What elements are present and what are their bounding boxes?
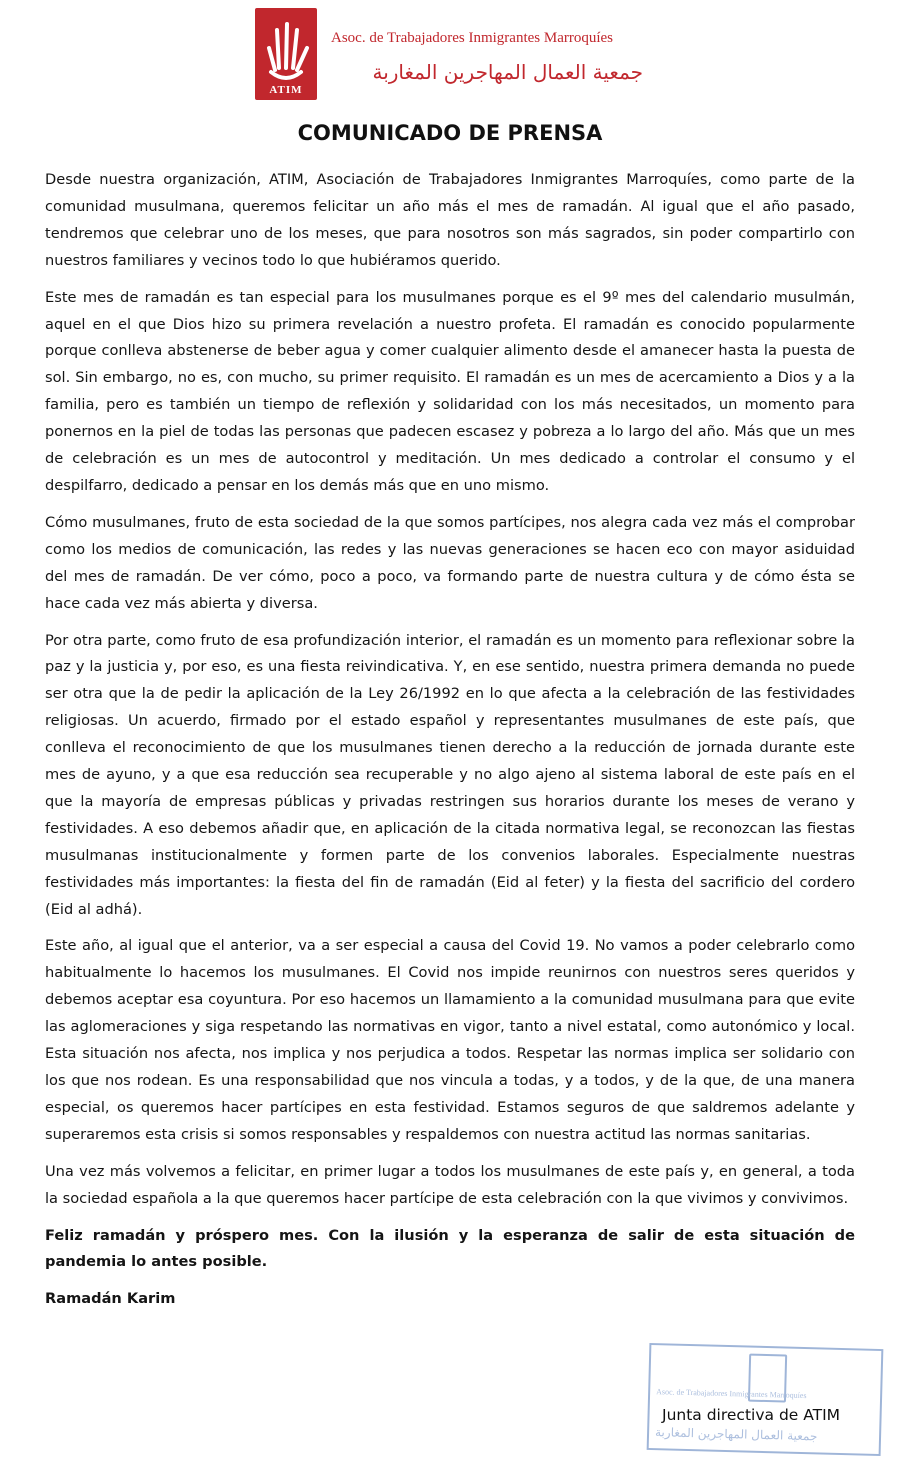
letterhead bbox=[255, 8, 655, 100]
org-name-spanish: Asoc. de Trabajadores Inmigrantes Marroquíes bbox=[331, 30, 614, 46]
sign-off: Ramadán Karim bbox=[45, 1290, 176, 1308]
logo-text: ATIM bbox=[269, 84, 303, 96]
paragraph: Este mes de ramadán es tan especial para los musulmanes porque es el 9º mes del calendario musulmán, aquel en el que Dios hizo su primera revelación a nuestro profeta. El ramadán es conocido popularmente porque conlleva abstenerse de beber agua y comer cualquier alimento desde el amanecer hasta la puesta de sol. Sin embargo, no es, con mucho, su primer requisito. El ramadán es un mes de acercamiento a Dios y a la familia, pero es también un tiempo de reflexión y solidaridad con los más necesitados, un momento para ponernos en la piel de todas las personas que padecen escasez y pobreza a lo largo del año. Más que un mes de celebración es un mes de autocontrol y meditación. Un mes dedicado a controlar el consumo y el despilfarro, dedicado a pensar en los demás más que en uno mismo. bbox=[45, 288, 855, 494]
signature: Junta directiva de ATIM bbox=[662, 1406, 841, 1424]
closing-statement: Feliz ramadán y próspero mes. Con la ilusión y la esperanza de salir de esta situación de pandemia lo antes posible. bbox=[45, 1226, 855, 1271]
org-name-arabic: جمعية العمال المهاجرين المغاربة bbox=[372, 60, 643, 84]
official-stamp bbox=[647, 1343, 884, 1456]
document-title: COMUNICADO DE PRENSA bbox=[297, 121, 603, 145]
hand-icon bbox=[255, 8, 317, 84]
paragraph: Una vez más volvemos a felicitar, en primer lugar a todos los musulmanes de este país y, en general, a toda la sociedad española a la que queremos hacer partícipe de esta celebración con la que vivimos y convivimos. bbox=[45, 1162, 855, 1207]
stamp-org-arabic: جمعية العمال المهاجرين المغاربة bbox=[654, 1425, 818, 1444]
paragraph: Por otra parte, como fruto de esa profundización interior, el ramadán es un momento para reflexionar sobre la paz y la justicia y, por eso, es una fiesta reivindicativa. Y, en ese sentido, nuestra primera demanda no puede ser otra que la de pedir la aplicación de la Ley 26/1992 en lo que afecta a la celebración de las festividades religiosas. Un acuerdo, firmado por el estado español y representantes musulmanes de este país, que conlleva el reconocimiento de que los musulmanes tienen derecho a la reducción de jornada durante este mes de ayuno, y a que esa reducción sea recuperable y no algo ajeno al sistema laboral de este país en el que la mayoría de empresas públicas y privadas restringen sus horarios durante los meses de verano y festividades. A eso debemos añadir que, en aplicación de la citada normativa legal, se reconozcan las fiestas musulmanas institucionalmente y formen parte de los convenios laborales. Especialmente nuestras festividades más importantes: la fiesta del fin de ramadán (Eid al feter) y la fiesta del sacrificio del cordero (Eid al adhá). bbox=[45, 631, 855, 918]
paragraph: Este año, al igual que el anterior, va a ser especial a causa del Covid 19. No vamos a poder celebrarlo como habitualmente lo hacemos los musulmanes. El Covid nos impide reunirnos con nuestros seres queridos y debemos aceptar esa coyuntura. Por eso hacemos un llamamiento a la comunidad musulmana para que evite las aglomeraciones y siga respetando las normativas en vigor, tanto a nivel estatal, como autonómico y local. Esta situación nos afecta, nos implica y nos perjudica a todos. Respetar las normas implica ser solidario con los que nos rodean. Es una responsabilidad que nos vincula a todas, y a todos, y de la que, de una manera especial, os queremos hacer partícipes en esta festividad. Estamos seguros de que saldremos adelante y superaremos esta crisis si somos responsables y respaldemos con nuestra actitud las normas sanitarias. bbox=[45, 937, 855, 1143]
paragraph: Desde nuestra organización, ATIM, Asociación de Trabajadores Inmigrantes Marroquíes, como parte de la comunidad musulmana, queremos felicitar un año más el mes de ramadán. Al igual que el año pasado, tendremos que celebrar uno de los meses, que para nosotros son más sagrados, sin poder compartirlo con nuestros familiares y vecinos todo lo que hubiéramos querido. bbox=[45, 171, 855, 269]
paragraph: Cómo musulmanes, fruto de esta sociedad de la que somos partícipes, nos alegra cada vez más el comprobar como los medios de comunicación, las redes y las nuevas generaciones se hacen eco con mayor asiduidad del mes de ramadán. De ver cómo, poco a poco, va formando parte de nuestra cultura y de cómo ésta se hace cada vez más abierta y diversa. bbox=[45, 513, 855, 612]
atim-logo bbox=[255, 8, 317, 100]
document-body bbox=[45, 167, 855, 1323]
stamp-org-spanish: Asoc. de Trabajadores Inmigrantes Marroquíes bbox=[656, 1387, 807, 1401]
